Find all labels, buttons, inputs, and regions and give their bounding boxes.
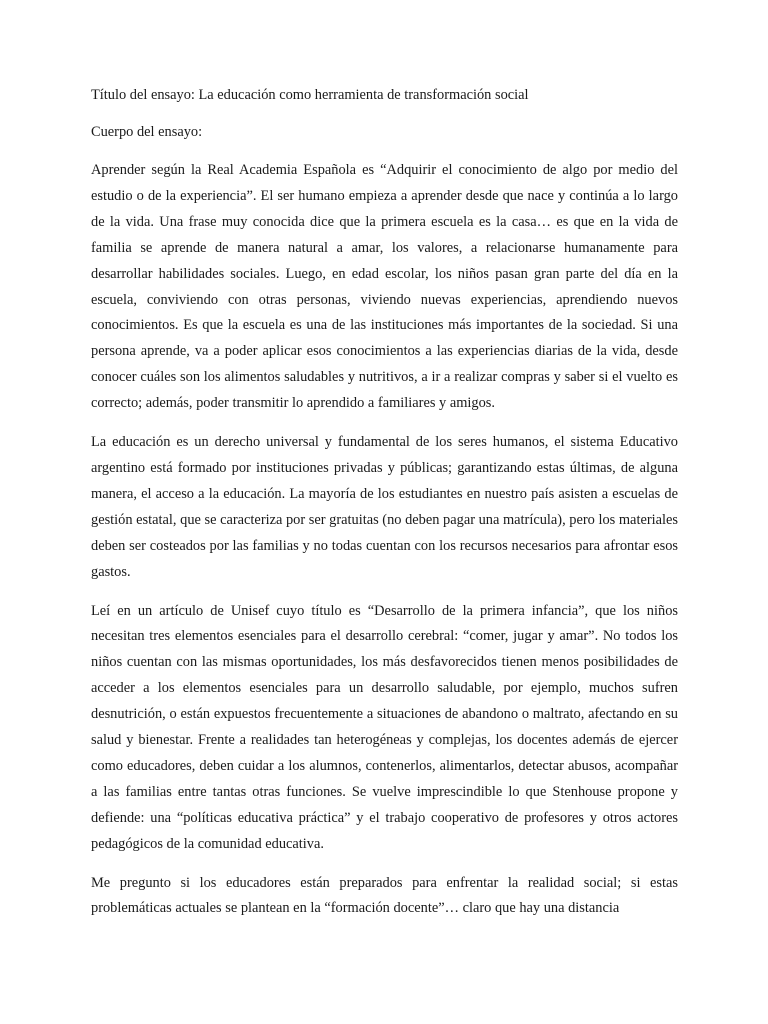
essay-paragraph-1: Aprender según la Real Academia Española es “Adquirir el conocimiento de algo por medio del estudio o de la experiencia”. El ser humano empieza a aprender desde que nace y continúa a lo largo de la vida. Una frase muy conocida dice que la primera escuela es la casa… es que en la vida de familia se aprende de manera natural a amar, los valores, a relacionarse humanamente para desarrollar habilidades sociales. Luego, en edad escolar, los niños pasan gran parte del día en la escuela, conviviendo con otras personas, viviendo nuevas experiencias, aprendiendo nuevos conocimientos. Es que la escuela es una de las instituciones más importantes de la sociedad. Si una persona aprende, va a poder aplicar esos conocimientos a las experiencias diarias de la vida, desde conocer cuáles son los alimentos saludables y nutritivos, a ir a realizar compras y saber si el vuelto es correcto; además, poder transmitir lo aprendido a familiares y amigos.	[91, 162, 678, 412]
essay-paragraph-3: Leí en un artículo de Unisef cuyo título es “Desarrollo de la primera infancia”, que los niños necesitan tres elementos esenciales para el desarrollo cerebral: “comer, jugar y amar”. No todos los niños cuentan con las mismas oportunidades, los más desfavorecidos tienen menos posibilidades de acceder a los elementos esenciales para un desarrollo saludable, por ejemplo, muchos sufren desnutrición, o están expuestos frecuentemente a situaciones de abandono o maltrato, afectando en su salud y bienestar. Frente a realidades tan heterogéneas y complejas, los docentes además de ejercer como educadores, deben cuidar a los alumnos, contenerlos, alimentarlos, detectar abusos, acompañar a las familias entre tantas otras funciones. Se vuelve imprescindible lo que Stenhouse propone y defiende: una “políticas educativa práctica” y el trabajo cooperativo de profesores y otros actores pedagógicos de la comunidad educativa.	[91, 602, 678, 852]
essay-paragraph-4: Me pregunto si los educadores están preparados para enfrentar la realidad social; si estas problemáticas actuales se plantean en la “formación docente”… claro que hay una distancia	[91, 874, 678, 917]
essay-content	[91, 85, 678, 935]
essay-paragraph-2: La educación es un derecho universal y fundamental de los seres humanos, el sistema Educativo argentino está formado por instituciones privadas y públicas; garantizando estas últimas, de alguna manera, el acceso a la educación. La mayoría de los estudiantes en nuestro país asisten a escuelas de gestión estatal, que se caracteriza por ser gratuitas (no deben pagar una matrícula), pero los materiales deben ser costeados por las familias y no todas cuentan con los recursos necesarios para afrontar esos gastos.	[91, 434, 678, 580]
essay-body-label: Cuerpo del ensayo:	[91, 124, 203, 140]
essay-title-line: Título del ensayo: La educación como herramienta de transformación social	[91, 87, 529, 103]
